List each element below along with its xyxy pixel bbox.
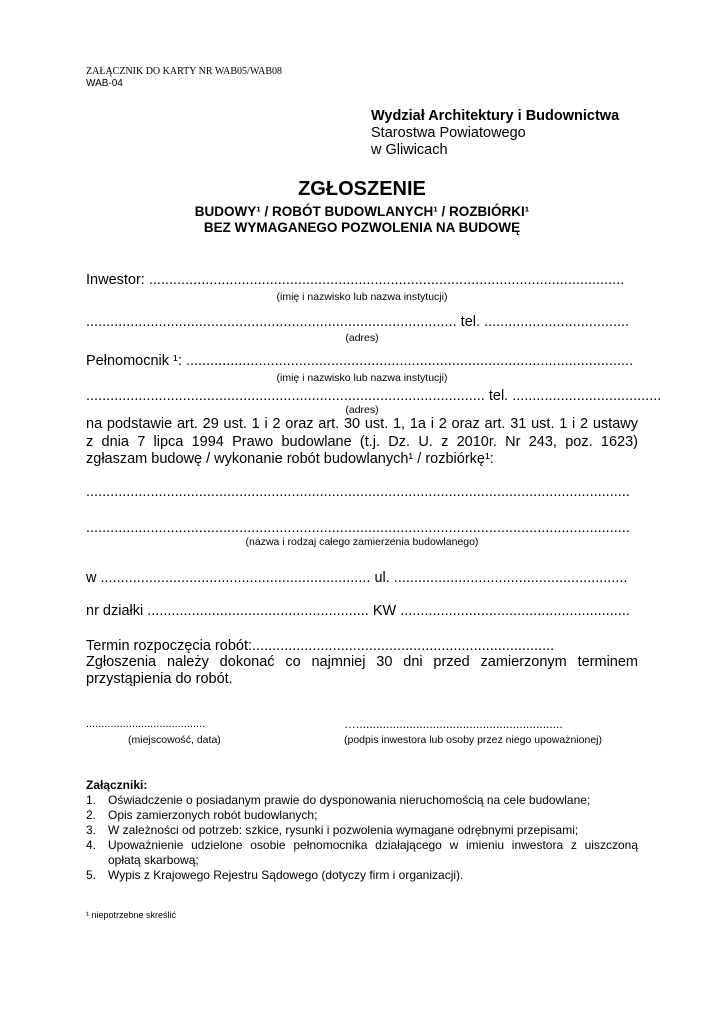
plot-dots: ....................................................... <box>147 603 369 619</box>
kw-label: KW <box>368 603 401 619</box>
proxy-label: Pełnomocnik ¹: <box>86 353 186 369</box>
investor-field[interactable] <box>86 272 638 288</box>
attachment-text-line-1: Upoważnienie udzielone osobie pełnomocnika działającego w imieniu inwestora z uiszczoną <box>108 838 638 852</box>
attachment-item <box>86 793 638 808</box>
proxy-field[interactable] <box>86 353 638 369</box>
footnote: ¹ niepotrzebne skreślić <box>86 910 177 920</box>
place-label: w <box>86 570 101 586</box>
attachment-text: Oświadczenie o posiadanym prawie do dysponowania nieruchomością na cele budowlane; <box>108 793 591 807</box>
legal-basis-line-2: z dnia 7 lipca 1994 Prawo budowlane (t.j. Dz. U. z 2010r. Nr 243, poz. 1623) <box>86 434 638 450</box>
attachment-item <box>86 838 638 868</box>
attachment-item <box>86 868 638 883</box>
proxy-address-hint: (adres) <box>345 404 379 416</box>
signature-field[interactable]: ….............................................................. <box>344 717 563 731</box>
street-label: ul. <box>370 570 394 586</box>
document-subtitle-2: BEZ WYMAGANEGO POZWOLENIA NA BUDOWĘ <box>203 220 521 235</box>
document-title: ZGŁOSZENIE <box>298 178 426 200</box>
attachment-item <box>86 823 638 838</box>
form-code: WAB-04 <box>86 78 123 89</box>
attachment-text: Opis zamierzonych robót budowlanych; <box>108 808 318 822</box>
investor-label: Inwestor: <box>86 272 149 288</box>
place-date-hint: (miejscowość, data) <box>128 734 221 746</box>
kw-dots: ......................................................... <box>400 603 630 619</box>
attachment-number: 2. <box>86 808 97 822</box>
attachment-number: 5. <box>86 868 97 882</box>
addressee-department: Wydział Architektury i Budownictwa <box>371 108 620 124</box>
legal-basis-line-3: zgłaszam budowę / wykonanie robót budowlanych¹ / rozbiórkę¹: <box>86 451 494 467</box>
tel-dots: .................................... <box>484 314 630 330</box>
legal-basis-line-1: na podstawie art. 29 ust. 1 i 2 oraz art. 30 ust. 1, 1a i 2 oraz art. 31 ust. 1 i 2 ustawy <box>86 416 638 432</box>
attachments-heading: Załączniki: <box>86 778 148 792</box>
proxy-address-dots: ................................................................................................... <box>86 388 485 404</box>
plot-field[interactable] <box>86 603 638 619</box>
addressee-office: Starostwa Powiatowego <box>371 125 526 141</box>
investor-dots: ...................................................................................................................... <box>148 272 625 288</box>
addressee-city: w Gliwicach <box>371 142 448 158</box>
place-date-field[interactable]: ....................................... <box>86 718 206 730</box>
project-description-line-1[interactable]: ....................................................................................................................................... <box>86 484 630 500</box>
investor-address-hint: (adres) <box>345 332 379 344</box>
street-dots: .......................................................... <box>393 570 628 586</box>
attachment-text-line-2: opłatą skarbową; <box>108 853 199 867</box>
start-date-dots: ........................................................................... <box>252 638 555 654</box>
proxy-tel-label: tel. <box>484 388 513 404</box>
investor-hint: (imię i nazwisko lub nazwa instytucji) <box>276 291 448 303</box>
attachment-reference: ZAŁĄCZNIK DO KARTY NR WAB05/WAB08 <box>86 66 283 77</box>
start-date-label: Termin rozpoczęcia robót: <box>86 638 253 654</box>
document-subtitle-1: BUDOWY¹ / ROBÓT BUDOWLANYCH¹ / ROZBIÓRKI¹ <box>194 204 530 219</box>
attachment-item <box>86 808 638 823</box>
proxy-dots: ............................................................................................................... <box>185 353 634 369</box>
investor-address-field[interactable] <box>86 314 638 330</box>
proxy-tel-dots: ..................................... <box>512 388 662 404</box>
proxy-address-field[interactable] <box>86 388 662 404</box>
start-date-field[interactable] <box>86 638 638 654</box>
place-dots: ................................................................... <box>100 570 371 586</box>
project-description-line-2[interactable]: ....................................................................................................................................... <box>86 520 630 536</box>
signature-hint: (podpis inwestora lub osoby przez niego upoważnionej) <box>344 734 602 746</box>
attachment-number: 4. <box>86 838 97 852</box>
notice-line-1: Zgłoszenia należy dokonać co najmniej 30 dni przed zamierzonym terminem <box>86 654 638 670</box>
attachment-text: Wypis z Krajowego Rejestru Sądowego (dotyczy firm i organizacji). <box>108 868 464 882</box>
plot-label: nr działki <box>86 603 148 619</box>
notice-line-2: przystąpienia do robót. <box>86 671 233 687</box>
location-field[interactable] <box>86 570 638 586</box>
attachment-text: W zależności od potrzeb: szkice, rysunki i pozwolenia wymagane odrębnymi przepisami; <box>108 823 579 837</box>
tel-label: tel. <box>456 314 485 330</box>
attachment-number: 3. <box>86 823 97 837</box>
project-description-hint: (nazwa i rodzaj całego zamierzenia budowlanego) <box>245 536 479 548</box>
address-dots: ............................................................................................ <box>86 314 457 330</box>
proxy-hint: (imię i nazwisko lub nazwa instytucji) <box>276 372 448 384</box>
attachment-number: 1. <box>86 793 97 807</box>
attachments-list <box>86 793 638 883</box>
